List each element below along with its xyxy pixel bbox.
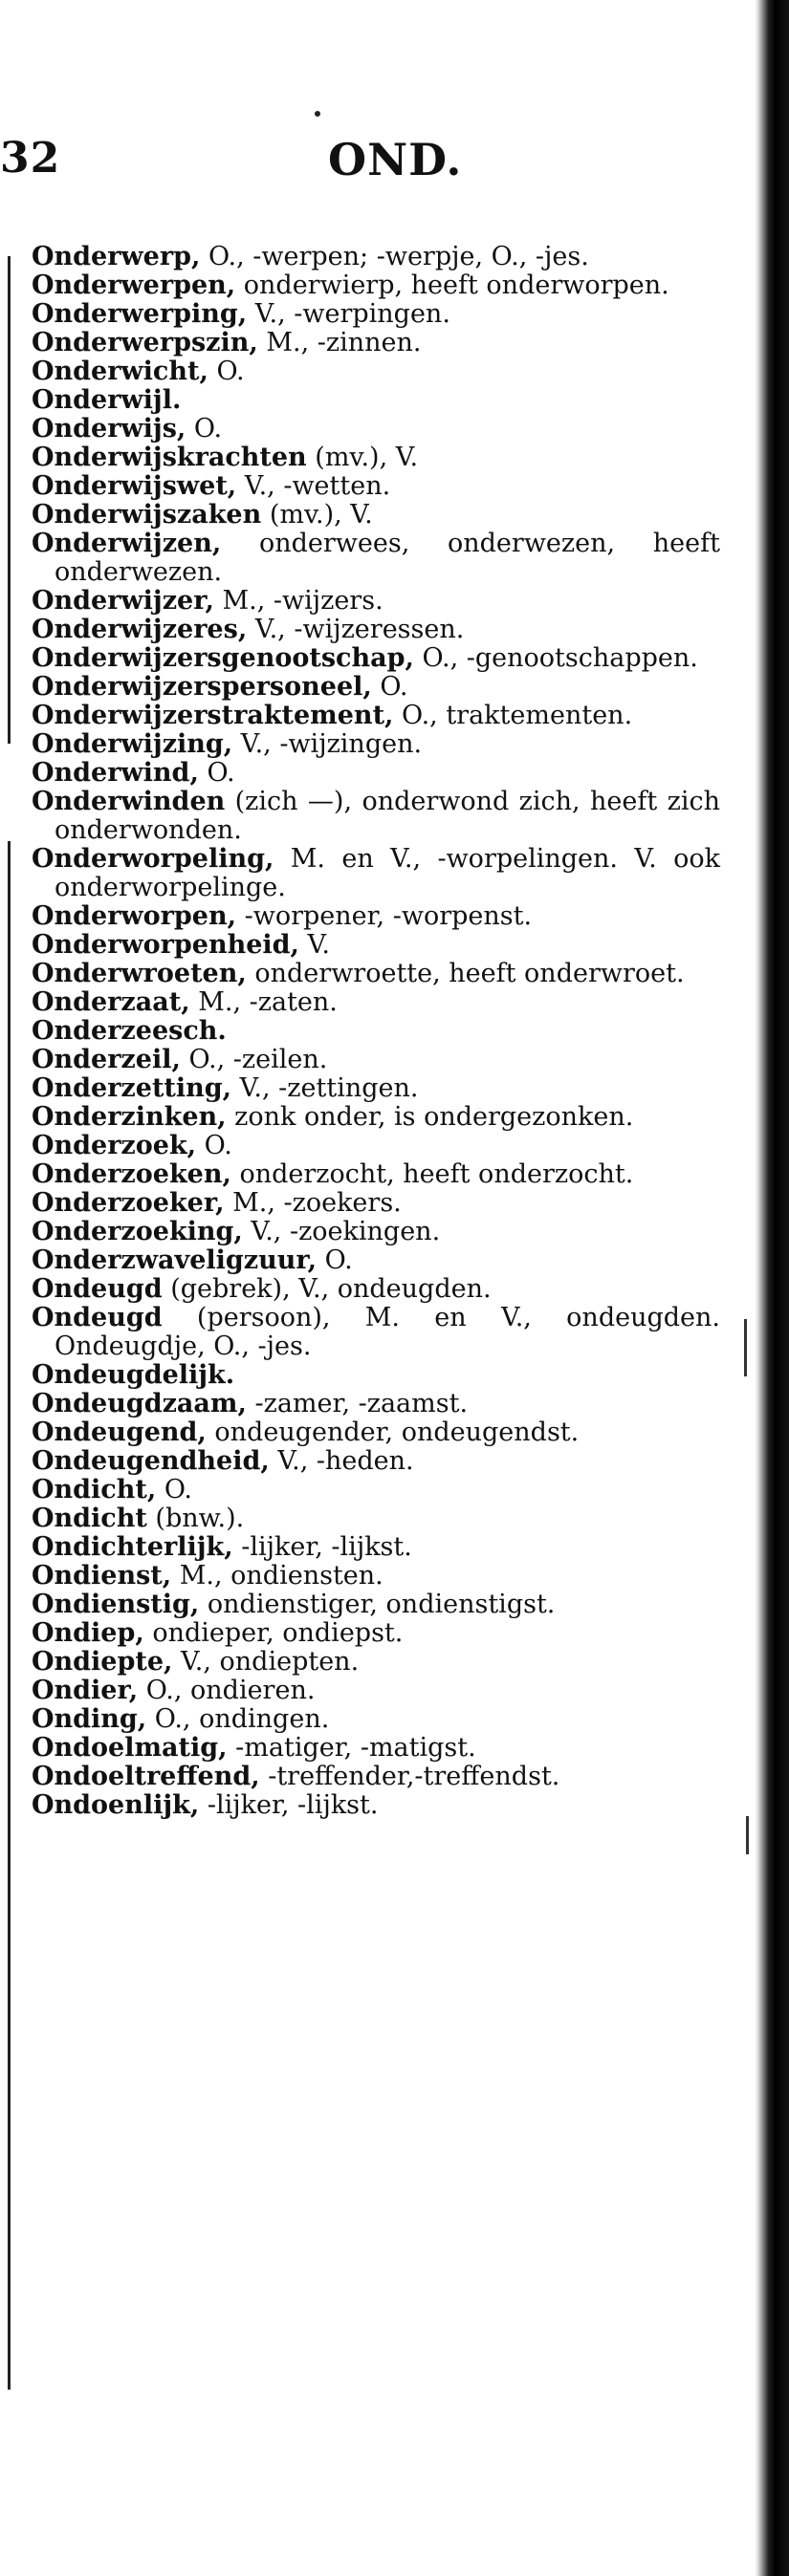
dictionary-entry xyxy=(32,1132,720,1160)
entry-headword: Onderwijzersgenootschap, xyxy=(32,643,414,673)
dictionary-entry xyxy=(32,243,720,271)
entry-definition: -treffender,-treffendst. xyxy=(268,1762,560,1791)
entry-definition: V., -zoekingen. xyxy=(251,1217,441,1246)
dictionary-entry xyxy=(32,271,720,300)
entry-headword: Onderwinden xyxy=(32,787,226,816)
dictionary-entry xyxy=(32,1705,720,1734)
dictionary-entry xyxy=(32,1791,720,1820)
entry-definition: -lijker, -lijkst. xyxy=(241,1532,412,1562)
entry-headword: Ondicht, xyxy=(32,1475,157,1504)
dictionary-entry xyxy=(32,357,720,386)
dictionary-entry xyxy=(32,960,720,988)
entry-headword: Onderwijl. xyxy=(32,385,182,415)
entry-definition: ondeugender, ondeugendst. xyxy=(214,1418,580,1447)
dictionary-entry xyxy=(32,730,720,759)
dictionary-entry xyxy=(32,1246,720,1275)
page-number: 32 xyxy=(0,134,61,183)
entry-definition: V., -wetten. xyxy=(244,471,391,501)
entry-definition: -matiger, -matigst. xyxy=(235,1733,476,1763)
dictionary-entry xyxy=(32,1218,720,1246)
entry-definition: O., traktementen. xyxy=(402,701,633,730)
entry-headword: Onderzoeking, xyxy=(32,1217,243,1246)
entry-definition: O., -werpen; -werpje, O., -jes. xyxy=(208,242,589,271)
entry-headword: Onderzwaveligzuur, xyxy=(32,1245,318,1275)
dictionary-entry xyxy=(32,988,720,1017)
dictionary-entry xyxy=(32,1390,720,1418)
entry-headword: Onderwerpszin, xyxy=(32,328,258,357)
entry-definition: O., -zeilen. xyxy=(188,1045,328,1074)
dictionary-entry xyxy=(32,1103,720,1132)
entry-headword: Ondicht xyxy=(32,1504,147,1533)
entry-headword: Onding, xyxy=(32,1704,147,1734)
entry-headword: Ondienstig, xyxy=(32,1590,200,1619)
entry-definition: ondienstiger, ondienstigst. xyxy=(207,1590,556,1619)
entry-definition: O. xyxy=(204,1131,232,1160)
entry-definition: M., ondiensten. xyxy=(179,1561,384,1591)
dictionary-entry xyxy=(32,1677,720,1705)
dictionary-entry xyxy=(32,1160,720,1189)
entry-definition: V., -heden. xyxy=(277,1446,414,1476)
entry-headword: Onderworpeling, xyxy=(32,844,274,874)
entry-definition: (mv.), V. xyxy=(269,500,373,530)
dictionary-entry xyxy=(32,616,720,644)
entry-headword: Onderzinken, xyxy=(32,1102,227,1132)
entry-headword: Onderwerping, xyxy=(32,299,248,329)
entry-definition: M., -zaten. xyxy=(198,987,338,1017)
dictionary-entry xyxy=(32,1361,720,1390)
entry-headword: Onderzoeken, xyxy=(32,1159,231,1189)
entry-definition: V. xyxy=(307,930,330,960)
dictionary-entry xyxy=(32,1591,720,1619)
entry-headword: Ondeugd xyxy=(32,1274,163,1304)
entry-headword: Onderzaat, xyxy=(32,987,190,1017)
entry-definition: O., ondingen. xyxy=(154,1704,330,1734)
dictionary-entries xyxy=(32,243,720,1820)
entry-definition: O. xyxy=(324,1245,353,1275)
entry-definition: M., -zinnen. xyxy=(266,328,422,357)
dictionary-entry xyxy=(32,444,720,472)
dictionary-entry xyxy=(32,329,720,357)
entry-definition: (bnw.). xyxy=(155,1504,245,1533)
dictionary-entry xyxy=(32,1476,720,1504)
entry-headword: Onderwijzer, xyxy=(32,586,214,616)
entry-definition: -worpener, -worpenst. xyxy=(244,901,533,931)
entry-headword: Onderzoeker, xyxy=(32,1188,225,1218)
entry-definition: O. xyxy=(216,357,245,386)
entry-headword: Onderwijszaken xyxy=(32,500,262,530)
edge-mark xyxy=(746,1816,749,1854)
running-head: OND. xyxy=(328,134,463,185)
entry-definition: M., -wijzers. xyxy=(222,586,384,616)
dictionary-entry xyxy=(32,1017,720,1046)
entry-definition: onderwierp, heeft onderworpen. xyxy=(243,271,669,300)
entry-headword: Onderwijs, xyxy=(32,414,186,444)
entry-definition: zonk onder, is ondergezonken. xyxy=(234,1102,634,1132)
entry-definition: V., -werpingen. xyxy=(254,299,450,329)
entry-headword: Ondeugendheid, xyxy=(32,1446,270,1476)
edge-mark xyxy=(744,1319,747,1376)
dictionary-entry xyxy=(32,530,720,587)
entry-headword: Ondichterlijk, xyxy=(32,1532,233,1562)
entry-headword: Onderwijswet, xyxy=(32,471,237,501)
entry-definition: (mv.), V. xyxy=(315,443,419,472)
entry-definition: O. xyxy=(380,672,408,702)
entry-headword: Ondoelmatig, xyxy=(32,1733,228,1763)
dictionary-entry xyxy=(32,1619,720,1648)
dictionary-entry xyxy=(32,845,720,902)
entry-definition: -zamer, -zaamst. xyxy=(254,1389,469,1418)
margin-rule-top xyxy=(8,256,11,744)
entry-definition: M. en V., -worpelingen. V. ook onderworpelinge. xyxy=(55,844,720,902)
entry-definition: O., ondieren. xyxy=(145,1676,316,1705)
dictionary-entry xyxy=(32,472,720,501)
dictionary-entry xyxy=(32,673,720,702)
entry-definition: O. xyxy=(193,414,223,444)
entry-definition: V., ondiepten. xyxy=(181,1647,360,1677)
entry-headword: Onderwijzerstraktement, xyxy=(32,701,394,730)
dictionary-entry xyxy=(32,759,720,788)
entry-headword: Onderzeesch. xyxy=(32,1016,227,1046)
dictionary-entry xyxy=(32,644,720,673)
dictionary-entry xyxy=(32,1562,720,1591)
entry-headword: Onderwijskrachten xyxy=(32,443,307,472)
entry-definition: onderwees, onderwezen, heeft onderwezen. xyxy=(55,529,720,587)
dictionary-entry xyxy=(32,1304,720,1361)
entry-definition: -lijker, -lijkst. xyxy=(207,1790,379,1820)
header-dot xyxy=(315,111,320,117)
entry-definition: O., -genootschappen. xyxy=(422,643,698,673)
entry-headword: Onderworpenheid, xyxy=(32,930,299,960)
dictionary-entry xyxy=(32,1648,720,1677)
entry-headword: Onderwijzen, xyxy=(32,529,222,558)
entry-definition: M., -zoekers. xyxy=(232,1188,402,1218)
entry-headword: Onderworpen, xyxy=(32,901,236,931)
dictionary-entry xyxy=(32,788,720,845)
entry-headword: Onderzeil, xyxy=(32,1045,181,1074)
entry-headword: Ondeugdzaam, xyxy=(32,1389,247,1418)
entry-headword: Ondiepte, xyxy=(32,1647,173,1677)
entry-headword: Onderwerp, xyxy=(32,242,201,271)
entry-definition: (zich —), onderwond zich, heeft zich onderwonden. xyxy=(55,787,720,845)
entry-headword: Ondoeltreffend, xyxy=(32,1762,260,1791)
dictionary-entry xyxy=(32,1504,720,1533)
entry-headword: Onderwroeten, xyxy=(32,959,247,988)
dictionary-entry xyxy=(32,1046,720,1074)
page-edge-shadow xyxy=(755,0,789,2576)
entry-headword: Onderwerpen, xyxy=(32,271,236,300)
entry-definition: onderwroette, heeft onderwroet. xyxy=(254,959,685,988)
dictionary-entry xyxy=(32,1074,720,1103)
entry-headword: Ondeugend, xyxy=(32,1418,207,1447)
dictionary-entry xyxy=(32,587,720,616)
dictionary-entry xyxy=(32,300,720,329)
dictionary-entry xyxy=(32,1763,720,1791)
dictionary-entry xyxy=(32,1447,720,1476)
entry-headword: Onderwijzerspersoneel, xyxy=(32,672,372,702)
dictionary-entry xyxy=(32,1189,720,1218)
entry-headword: Onderwicht, xyxy=(32,357,208,386)
entry-definition: O. xyxy=(207,758,235,788)
entry-headword: Onderwijzing, xyxy=(32,729,233,759)
dictionary-entry xyxy=(32,501,720,530)
entry-headword: Onderzoek, xyxy=(32,1131,197,1160)
dictionary-entry xyxy=(32,386,720,415)
entry-definition: O. xyxy=(164,1475,192,1504)
dictionary-entry xyxy=(32,1734,720,1763)
entry-definition: V., -wijzeressen. xyxy=(254,615,465,644)
entry-headword: Onderzetting, xyxy=(32,1073,232,1103)
entry-headword: Onderwind, xyxy=(32,758,199,788)
entry-definition: (persoon), M. en V., ondeugden. Ondeugdje, O., -jes. xyxy=(55,1303,720,1361)
entry-headword: Ondiep, xyxy=(32,1618,144,1648)
entry-headword: Ondienst, xyxy=(32,1561,172,1591)
dictionary-entry xyxy=(32,415,720,444)
entry-headword: Onderwijzeres, xyxy=(32,615,248,644)
entry-definition: onderzocht, heeft onderzocht. xyxy=(239,1159,634,1189)
margin-rule-bottom xyxy=(8,841,11,2390)
entry-definition: V., -wijzingen. xyxy=(240,729,423,759)
dictionary-entry xyxy=(32,1418,720,1447)
dictionary-entry xyxy=(32,1275,720,1304)
dictionary-entry xyxy=(32,931,720,960)
entry-headword: Ondeugdelijk. xyxy=(32,1360,235,1390)
entry-definition: V., -zettingen. xyxy=(239,1073,419,1103)
entry-definition: (gebrek), V., ondeugden. xyxy=(170,1274,492,1304)
entry-headword: Ondoenlijk, xyxy=(32,1790,200,1820)
entry-headword: Ondeugd xyxy=(32,1303,163,1332)
dictionary-entry xyxy=(32,1533,720,1562)
entry-definition: ondieper, ondiepst. xyxy=(152,1618,404,1648)
entry-headword: Ondier, xyxy=(32,1676,139,1705)
dictionary-entry xyxy=(32,702,720,730)
dictionary-entry xyxy=(32,902,720,931)
